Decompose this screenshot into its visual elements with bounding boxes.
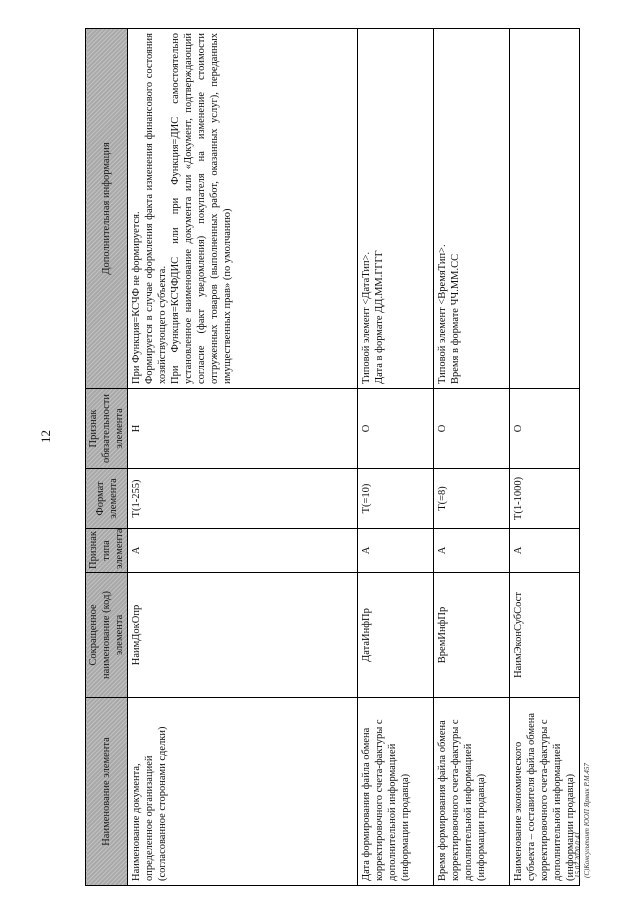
footer-source: (С)Консультант ЮОП Ярмак Р.М.457: [583, 763, 591, 878]
elements-table: [85, 28, 580, 886]
info-line: Дата в формате ДД.ММ.ГГГГ: [374, 250, 385, 384]
table-row: [358, 29, 434, 886]
cell-name: Время формирования файла обмена корректировочного счета-фактуры с дополнительной информацией (информации продавца): [434, 698, 510, 886]
cell-required: О: [510, 389, 580, 469]
cell-required: О: [434, 389, 510, 469]
cell-info: [510, 29, 580, 389]
cell-name: Дата формирования файла обмена корректировочного счета-фактуры с дополнительной информацией (информации продавца): [358, 698, 434, 886]
cell-code: НаимЭконСубСост: [510, 573, 580, 698]
header-element-type: Признак типа элемента: [86, 529, 128, 573]
info-line: При Функция=КСЧФ не формируется.: [131, 211, 142, 384]
table-header-row: [86, 29, 128, 886]
cell-name: Наименование документа, определенное организацией (согласованное сторонами сделки): [128, 698, 358, 886]
info-line: Типовой элемент <ВремяТип>.: [437, 244, 448, 384]
table-row: [434, 29, 510, 886]
cell-format: Т(=10): [358, 469, 434, 529]
cell-name: Наименование экономического субъекта – составителя файла обмена корректировочного счета-фактуры с дополнительной информацией (информации продавца): [510, 698, 580, 886]
info-line: При Функция=КСЧФДИС или при Функция=ДИС самостоятельно установленное наименование документа или «Документ, подтверждающий согласие (факт уведомления) покупателя на изменение стоимости отгруженных товаров (выполненных работ, оказанных услуг), переданных имущественных прав» (по умолчанию): [170, 33, 233, 384]
header-element-name: Наименование элемента: [86, 698, 128, 886]
cell-type: А: [510, 529, 580, 573]
cell-code: ДатаИнфПр: [358, 573, 434, 698]
footer: [574, 763, 592, 878]
header-element-format: Формат элемента: [86, 469, 128, 529]
cell-info: [358, 29, 434, 389]
cell-code: НаимДокОпр: [128, 573, 358, 698]
footer-timestamp: 15.02.2020 0:41: [574, 831, 582, 878]
cell-type: А: [358, 529, 434, 573]
cell-format: Т(1-255): [128, 469, 358, 529]
rotated-table: [85, 29, 576, 886]
cell-format: Т(=8): [434, 469, 510, 529]
header-additional-info: Дополнительная информация: [86, 29, 128, 389]
cell-required: О: [358, 389, 434, 469]
info-line: Формируется в случае оформления факта изменения финансового состояния хозяйствующего субъекта.: [144, 33, 168, 384]
cell-type: А: [128, 529, 358, 573]
page-number: 12: [38, 430, 53, 443]
cell-code: ВремИнфПр: [434, 573, 510, 698]
header-element-code: Сокращенное наименование (код) элемента: [86, 573, 128, 698]
info-line: Типовой элемент <ДатаТип>.: [361, 251, 372, 384]
table-row: [510, 29, 580, 886]
table-row: [128, 29, 358, 886]
cell-required: Н: [128, 389, 358, 469]
header-element-required: Признак обязательности элемента: [86, 389, 128, 469]
cell-format: Т(1-1000): [510, 469, 580, 529]
info-line: Время в формате ЧЧ.ММ.СС: [450, 253, 461, 384]
cell-info: [128, 29, 358, 389]
cell-type: А: [434, 529, 510, 573]
cell-info: [434, 29, 510, 389]
